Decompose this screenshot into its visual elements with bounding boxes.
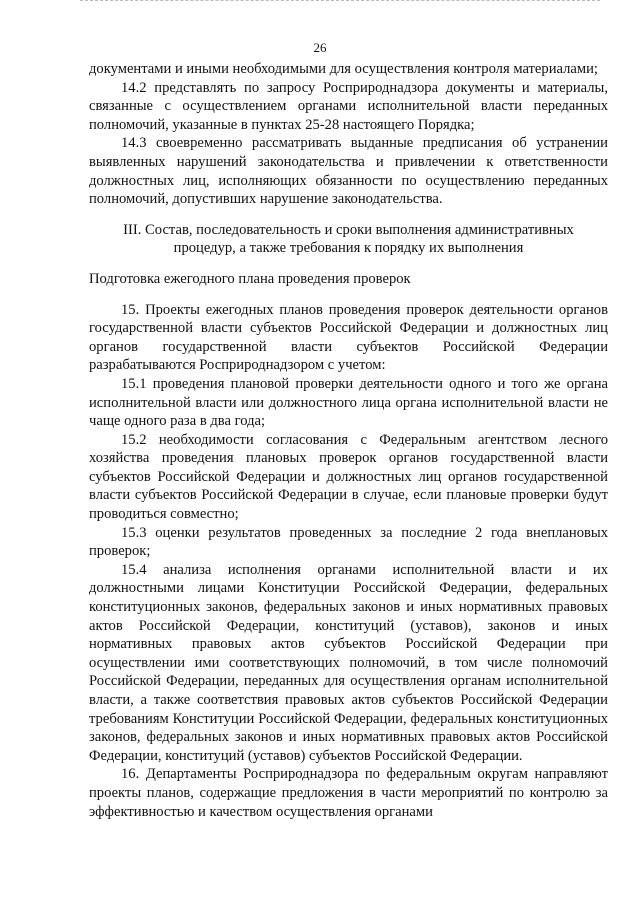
paragraph-16: 16. Департаменты Росприроднадзора по федеральным округам направляют проекты планов, содержащие предложения в части мероприятий по контролю за эффективностью и качеством осуществления органами [89,766,608,820]
section-heading [89,221,608,258]
spacer [89,258,608,270]
spacer [89,289,608,301]
paragraph-15-2: 15.2 необходимости согласования с Федеральным агентством лесного хозяйства проведения плановых проверок органов государственной власти субъектов Российской Федерации и должностных лиц органов государственной власти субъектов Российской Федерации в случае, если плановые проверки будут проводиться совместно; [89,431,608,523]
subsection-heading: Подготовка ежегодного плана проведения проверок [89,270,411,287]
spacer [89,209,608,221]
page-number: 26 [313,40,327,55]
paragraph-15-4: 15.4 анализа исполнения органами исполнительной власти и их должностными лицами Конституции Российской Федерации, федеральных конституционных законов, федеральных законов и иных нормативных правовых актов Российской Федерации, конституций (уставов), законов и иных нормативных правовых актов субъектов Российской Федерации при осуществлении ими соответствующих полномочий, в том числе полномочий Российской Федерации, переданных для осуществления органам исполнительной власти, а также соответствия правовых актов субъектов Российской Федерации требованиям Конституции Российской Федерации, федеральных конституционных законов, федеральных законов и иных нормативных правовых актов Российской Федерации, конституций (уставов) субъектов Российской Федерации. [89,561,608,764]
paragraph-14-3: 14.3 своевременно рассматривать выданные предписания об устранении выявленных нарушений законодательства и привлечении к ответственности должностных лиц, исполняющих обязанности по осуществлению переданных полномочий, допустивших нарушение законодательства. [89,135,608,208]
paragraph-15-1: 15.1 проведения плановой проверки деятельности одного и того же органа исполнительной власти или должностного лица органа исполнительной власти не чаще одного раза в два года; [89,375,608,430]
paragraph-15: 15. Проекты ежегодных планов проведения проверок деятельности органов государственной власти субъектов Российской Федерации и должностных лиц органов государственной власти субъектов Российской Федерации разрабатываются Росприроднадзором с учетом: [89,301,608,374]
paragraph-14-2: 14.2 представлять по запросу Росприроднадзора документы и материалы, связанные с осуществлением органами исполнительной власти переданных полномочий, указанные в пунктах 25-28 настоящего Порядка; [89,79,608,133]
scan-top-edge [80,0,600,2]
paragraph-continuation: документами и иными необходимыми для осуществления контроля материалами; [89,61,598,77]
section-heading-line-2: процедур, а также требования к порядку их выполнения [173,240,524,257]
section-heading-line-1: III. Состав, последовательность и сроки выполнения административных [123,221,574,238]
paragraph-15-3: 15.3 оценки результатов проведенных за последние 2 года внеплановых проверок; [89,524,608,560]
document-body [89,60,608,821]
